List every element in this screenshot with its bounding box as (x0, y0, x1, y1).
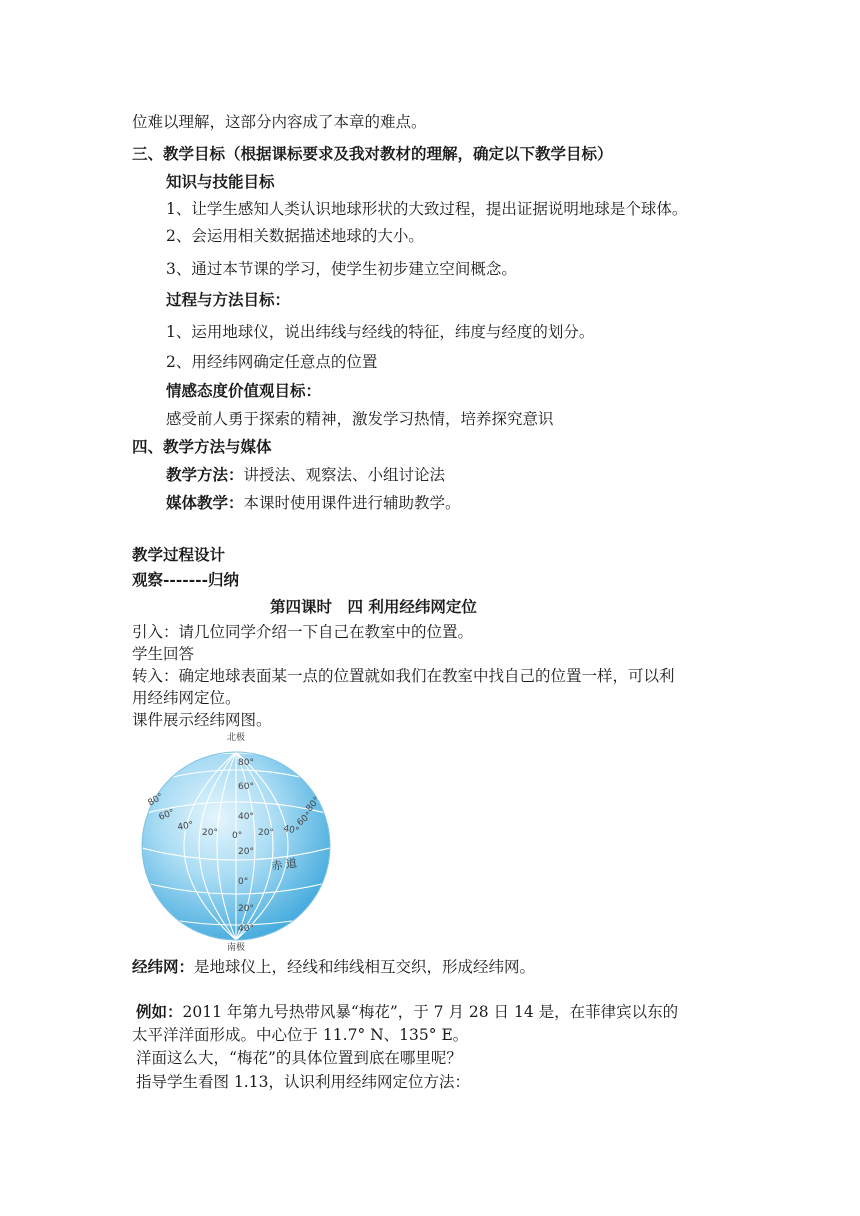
example-text-1: 2011 年第九号热带风暴“梅花”，于 7 月 28 日 14 是，在菲律宾以东的 (182, 1003, 679, 1021)
lon-label-right-80: 80° (304, 795, 323, 814)
knowledge-title: 知识与技能目标 (166, 172, 275, 191)
knowledge-item-3: 3、通过本节课的学习，使学生初步建立空间概念。 (166, 260, 517, 278)
lat-label-40s: 40° (238, 924, 254, 934)
example-line-3: 洋面这么大，“梅花”的具体位置到底在哪里呢？ (136, 1049, 462, 1067)
definition-line (132, 957, 535, 977)
media-label: 媒体教学： (166, 493, 244, 512)
lat-label-40n: 40° (238, 812, 254, 822)
lat-label-80n: 80° (238, 758, 254, 768)
definition-text: 是地球仪上，经线和纬线相互交织，形成经纬网。 (194, 958, 536, 976)
process-design-subtitle: 观察-------归纳 (132, 570, 240, 589)
emotion-text: 感受前人勇于探索的精神，激发学习热情，培养探究意识 (166, 410, 554, 428)
lon-label-left-80: 80° (146, 791, 166, 809)
example-line-1 (136, 1002, 678, 1022)
equator-label: 赤 道 (270, 856, 298, 873)
lon-label-right-40: 40° (282, 824, 300, 837)
lon-label-right-60: 60° (295, 810, 315, 829)
lon-label-right-20: 20° (258, 828, 274, 838)
intro-continuation: 位难以理解，这部分内容成了本章的难点。 (132, 113, 427, 131)
north-pole-label: 北极 (226, 733, 246, 743)
process-design-title: 教学过程设计 (132, 545, 226, 564)
show-globe-text: 课件展示经纬网图。 (132, 711, 272, 729)
example-label: 例如： (136, 1002, 183, 1021)
lon-label-left-60: 60° (157, 807, 177, 823)
lat-label-0: 0° (238, 877, 249, 887)
example-line-4: 指导学生看图 1.13，认识利用经纬网定位方法： (136, 1073, 470, 1091)
section3-heading: 三、教学目标（根据课标要求及我对教材的理解，确定以下教学目标） (132, 144, 613, 163)
graticule-globe-figure (138, 730, 334, 954)
transition-line-2: 用经纬网定位。 (132, 689, 241, 707)
media-text: 本课时使用课件进行辅助教学。 (243, 494, 461, 512)
process-intro: 引入：请几位同学介绍一下自己在教室中的位置。 (132, 623, 474, 641)
student-answer: 学生回答 (132, 645, 195, 663)
method-label: 教学方法： (166, 465, 244, 484)
process-title: 过程与方法目标： (166, 290, 291, 309)
method-line (166, 465, 445, 485)
knowledge-item-2: 2、会运用相关数据描述地球的大小。 (166, 227, 424, 245)
definition-label: 经纬网： (132, 957, 195, 976)
process-item-1: 1、运用地球仪，说出纬线与经线的特征，纬度与经度的划分。 (166, 323, 595, 341)
lon-label-center-0: 0° (232, 831, 243, 841)
media-line (166, 493, 461, 513)
lat-label-20s: 20° (238, 904, 254, 914)
example-line-2: 太平洋洋面形成。中心位于 11.7° N、135° E。 (132, 1026, 469, 1044)
process-item-2: 2、用经纬网确定任意点的位置 (166, 353, 378, 371)
globe-svg (138, 730, 334, 954)
south-pole-label: 南极 (226, 943, 246, 953)
lon-label-left-40: 40° (176, 820, 195, 833)
lat-label-20n: 20° (238, 847, 254, 857)
lon-label-left-20: 20° (202, 828, 218, 838)
emotion-title: 情感态度价值观目标： (166, 381, 322, 400)
lat-label-60n: 60° (238, 782, 254, 792)
transition-line-1: 转入：确定地球表面某一点的位置就如我们在教室中找自己的位置一样，可以利 (132, 667, 675, 685)
method-text: 讲授法、观察法、小组讨论法 (243, 466, 446, 484)
knowledge-item-1: 1、让学生感知人类认识地球形状的大致过程，提出证据说明地球是个球体。 (166, 200, 688, 218)
lesson-title: 第四课时 四 利用经纬网定位 (270, 597, 477, 616)
section4-heading: 四、教学方法与媒体 (132, 437, 272, 456)
